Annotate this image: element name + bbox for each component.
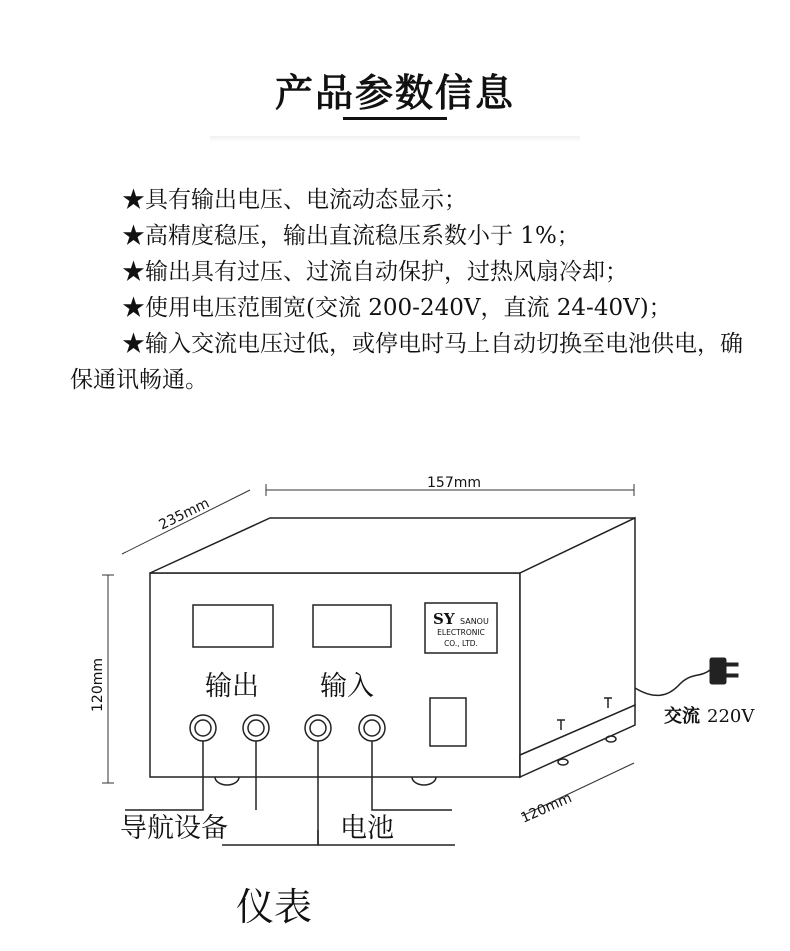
dim-width-label: 157mm: [427, 475, 481, 491]
dim-height-label: 120mm: [90, 658, 106, 712]
feature-item: ★高精度稳压，输出直流稳压系数小于 1%；: [122, 223, 580, 249]
foot: [215, 777, 239, 785]
battery-label: 电池: [340, 813, 394, 844]
dim-depth-label: 235mm: [156, 495, 213, 534]
brand-logo: SY: [433, 610, 455, 628]
feature-item: ★输入交流电压过低，或停电时马上自动切换至电池供电，确保通讯畅通。: [70, 331, 743, 393]
input-label: 输入: [320, 671, 374, 702]
brand-name: SANOU: [460, 617, 489, 626]
brand-line: ELECTRONIC: [437, 628, 485, 637]
nav-device-label: 导航设备: [120, 813, 228, 844]
brand-line: CO., LTD.: [444, 639, 478, 648]
feature-list: [70, 182, 750, 398]
title-underline: [343, 117, 447, 120]
bracket-hole: [606, 736, 616, 742]
dim-bracket-label: 120mm: [518, 790, 575, 827]
meter-label: 仪表: [236, 885, 313, 929]
feature-item: ★输出具有过压、过流自动保护，过热风扇冷却；: [122, 259, 628, 285]
page-title: 产品参数信息: [274, 71, 515, 115]
device-diagram: [0, 460, 790, 951]
power-plug-icon: [710, 658, 738, 684]
output-label: 输出: [205, 671, 259, 702]
foot: [412, 777, 436, 785]
feature-item: ★具有输出电压、电流动态显示；: [122, 187, 467, 213]
title-divider: [210, 136, 580, 142]
feature-item: ★使用电压范围宽(交流 200-240V，直流 24-40V)；: [122, 295, 672, 321]
bracket-hole: [558, 759, 568, 765]
ac-voltage: 220V: [707, 706, 755, 727]
power-cord: [635, 670, 710, 695]
ac-label: 交流: [664, 706, 700, 727]
